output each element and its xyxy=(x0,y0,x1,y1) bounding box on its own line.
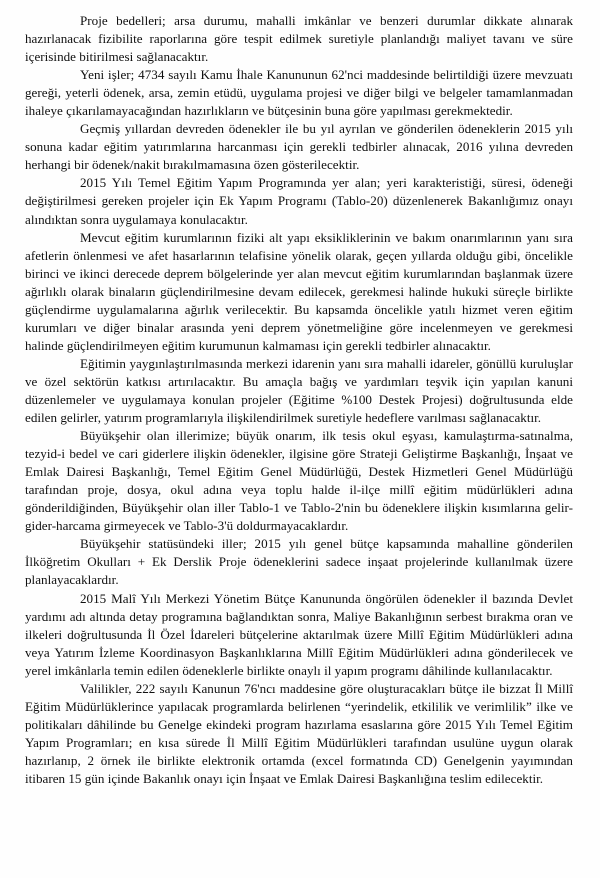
paragraph-buyuksehir-olan-illerimize: Büyükşehir olan illerimize; büyük onarım, ilk tesis okul eşyası, kamulaştırma-satınalma, tezyid-i bedel ve cari giderlere ilişkin ödenekler, ilgisine göre Strateji Geliştirme Başkanlığı, İnşaat ve Emlak Dairesi Başkanlığı, Temel Eğitim Genel Müdürlüğü, Destek Hizmetleri Genel Müdürlüğü tarafından proje, dosya, okul adına veya toplu halde il-ilçe millî eğitim müdürlükleri adına gönderildiğinden, Büyükşehir olan iller Tablo-1 ve Tablo-2'nin bu ödeneklere ilişkin kısımlarına gelir-gider-harcama girmeyecek ve Tablo-3'ü doldurmayacaklardır. xyxy=(25,428,573,534)
paragraph-valilikler: Valilikler, 222 sayılı Kanunun 76'ncı maddesine göre oluşturacakları bütçe ile bizzat İl Millî Eğitim Müdürlüklerince yapılacak programlarda belirlenen “yerindelik, etkililik ve verimlilik” ilke ve politikaları dâhilinde bu Genelge ekindeki program hazırlama esaslarına göre 2015 Yılı Temel Eğitim Yapım Programları; en kısa sürede İl Millî Eğitim Müdürlükleri tarafından usulüne uygun olarak hazırlanıp, 2 örnek ile birlikte elektronik ortamda (excel formatında CD) Genelgenin yayımından itibaren 15 gün içinde Bakanlık onayı için İnşaat ve Emlak Dairesi Başkanlığına teslim edilecektir. xyxy=(25,680,573,786)
document-body xyxy=(25,12,573,788)
paragraph-buyuksehir-statusundeki-iller: Büyükşehir statüsündeki iller; 2015 yılı genel bütçe kapsamında mahalline gönderilen İlköğretim Okulları + Ek Derslik Proje ödeneklerini sadece inşaat projelerinde kullanılmak üzere planlayacaklardır. xyxy=(25,536,573,588)
paragraph-temel-egitim-yapim-programi: 2015 Yılı Temel Eğitim Yapım Programında yer alan; yeri karakteristiği, süresi, ödeneği değiştirilmesi gereken projeler için Ek Yapım Programı (Tablo-20) düzenlenerek Bakanlığımız onayı alındıktan sonra uygulamaya konulacaktır. xyxy=(25,175,573,227)
paragraph-merkezi-yonetim-butce-kanunu: 2015 Malî Yılı Merkezi Yönetim Bütçe Kanununda öngörülen ödenekler il bazında Devlet yardımı adı altında detay programına bağlandıktan sonra, Maliye Bakanlığının serbest bırakma oran ve ilkeleri doğrultusunda İl Özel İdareleri bütçelerine aktarılmak üzere Millî Eğitim Müdürlükleri adına veya Yatırım İzleme Koordinasyon Başkanlıklarına Millî Eğitim Müdürlükleri adına gönderilecek ve yerel imkânlarla temin edilen ödeneklerle birlikte onaylı il yapım programı dâhilinde kullanılacaktır. xyxy=(25,590,573,678)
paragraph-yeni-isler: Yeni işler; 4734 sayılı Kamu İhale Kanununun 62'nci maddesinde belirtildiği üzere mevzuatı gereği, yeterli ödenek, arsa, zemin etüdü, uygulama projesi ve diğer bilgi ve belgeler tamamlanmadan ihaleye çıkarılamayacağından hazırlıkların ve bütçesinin buna göre yapılması gerekmektedir. xyxy=(25,67,573,119)
paragraph-egitimin-yayginlastirilmasi: Eğitimin yaygınlaştırılmasında merkezi idarenin yanı sıra mahalli idareler, gönüllü kuruluşlar ve özel sektörün katkısı artırılacaktır. Bu amaçla bağış ve yardımları teşvik için yapılan kanuni düzenlemeler ve uygulamaya konulan projeler (Eğitime %100 Destek Projesi) doğrultusunda elde edilen gelirler, yatırım programlarıyla ilişkilendirilmek suretiyle hedeflere varılması sağlanacaktır. xyxy=(25,355,573,426)
paragraph-gecmis-yillardan-devreden: Geçmiş yıllardan devreden ödenekler ile bu yıl ayrılan ve gönderilen ödeneklerin 2015 yılı sonuna kadar eğitim yatırımlarına harcanması için gerekli tedbirler alınacak, 2016 yılına devreden herhangi bir ödenek/nakit bırakılmamasına özen gösterilecektir. xyxy=(25,121,573,173)
paragraph-proje-bedelleri: Proje bedelleri; arsa durumu, mahalli imkânlar ve benzeri durumlar dikkate alınarak hazırlanacak fizibilite raporlarına göre tespit edilmek suretiyle planlandığı maliyet tavanı ve süre içerisinde bitirilmesi sağlanacaktır. xyxy=(25,13,573,65)
paragraph-mevcut-egitim-kurumlari: Mevcut eğitim kurumlarının fiziki alt yapı eksikliklerinin ve bakım onarımlarının yanı sıra afetlerin önlenmesi ve afet hasarlarının telafisine yönelik olarak, geçen yıllarda olduğu gibi, öncelikle birinci ve ikinci derecede deprem bölgelerinde yer alan mevcut eğitim kurumlarından başlanmak üzere ağırlıklı olarak binaların güçlendirilmesine devam edilecek, gerekmesi halinde hukuki süreçle birlikte güçlendirme uygulamalarına ağırlık verilecektir. Bu kapsamda öncelikle yatılı hizmet veren eğitim kurumları ve diğer binalar arasında yeni deprem yönetmeliğine göre incelenmeyen ve gerekmesi halinde güçlendirilmeyen eğitim kurumunun kalmaması için gerekli tedbirler alınacaktır. xyxy=(25,229,573,353)
